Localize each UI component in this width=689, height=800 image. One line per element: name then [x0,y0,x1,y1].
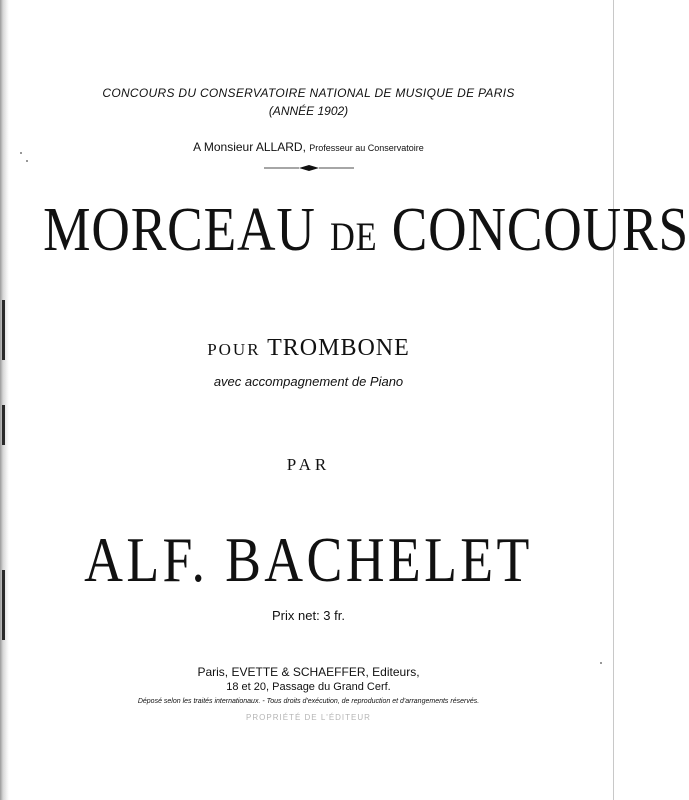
title-word-morceau: MORCEAU [43,196,316,264]
price-label: Prix net: 3 fr. [272,608,345,623]
composer-name: ALF. BACHELET [84,524,533,595]
accompaniment-line: avec accompagnement de Piano [213,374,404,389]
dedication-prefix: A Monsieur [193,140,254,154]
instrument-name: TROMBONE [267,335,410,361]
scan-speck [600,662,602,664]
scan-binding-edge [0,0,9,800]
instrument-line [0,335,617,362]
ornament-divider [0,164,617,172]
scan-mark [2,570,5,640]
page-title [43,195,689,272]
publisher-address: 18 et 20, Passage du Grand Cerf. [226,681,391,693]
faded-stamp: PROPRIÉTÉ DE L'ÉDITEUR [246,713,371,722]
scan-speck [26,160,28,162]
scan-right-edge [613,0,614,800]
scan-mark [2,405,5,445]
byline-par: PAR [286,455,331,474]
competition-year: (ANNÉE 1902) [268,104,349,118]
publisher-name: Paris, EVETTE & SCHAEFFER, Editeurs, [197,665,420,679]
title-word-de: DE [329,214,378,259]
title-word-concours: CONCOURS [391,196,689,264]
legal-notice: Déposé selon les traités internationaux. - Tous droits d'exécution, de reproduction et d'arrangements réservés. [137,698,480,705]
pour-label: POUR [207,340,261,359]
dedicatee-role: Professeur au Conservatoire [309,143,424,153]
competition-heading: CONCOURS DU CONSERVATOIRE NATIONAL DE MUSIQUE DE PARIS [102,86,515,100]
dedication [0,140,617,154]
ornament-icon [264,164,354,172]
dedicatee-name: ALLARD, [255,140,306,154]
